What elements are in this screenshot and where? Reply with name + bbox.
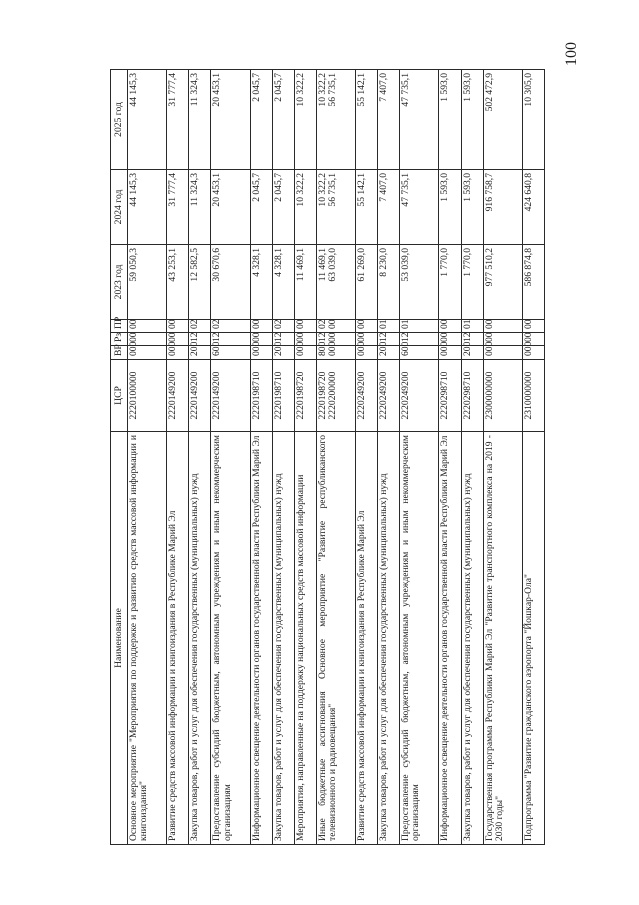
cell-2023: 1 770,0 (461, 245, 483, 320)
table-row (439, 70, 461, 845)
cell-2024: 55 142,1 (356, 170, 378, 245)
cell-rz: 00 (356, 333, 378, 346)
cell-2024: 2 045,7 (272, 170, 294, 245)
cell-2024: 10 322,2 56 735,1 (316, 170, 355, 245)
cell-2023: 8 230,0 (378, 245, 400, 320)
cell-vr: 600 (400, 346, 439, 360)
cell-pr: 00 (250, 320, 272, 333)
cell-rz: 00 (522, 333, 544, 346)
table-row (483, 70, 522, 845)
cell-pr: 00 (128, 320, 167, 333)
cell-2024: 424 640,8 (522, 170, 544, 245)
cell-name: Закупка товаров, работ и услуг для обеспечения государственных (муниципальных) нужд (378, 432, 400, 845)
cell-pr: 01 (461, 320, 483, 333)
header-2025: 2025 год (111, 70, 128, 170)
cell-pr: 00 (522, 320, 544, 333)
cell-vr: 000 (483, 346, 522, 360)
table-header-row (111, 70, 128, 845)
cell-2025: 55 142,1 (356, 70, 378, 170)
cell-2023: 12 582,5 (189, 245, 211, 320)
cell-2024: 1 593,0 (439, 170, 461, 245)
cell-rz: 12 (378, 333, 400, 346)
cell-csr: 2220298710 (461, 360, 483, 432)
cell-2024: 916 758,7 (483, 170, 522, 245)
table-body (128, 70, 545, 845)
cell-2024: 44 145,3 (128, 170, 167, 245)
cell-vr: 000 (167, 346, 189, 360)
table-row (128, 70, 167, 845)
cell-rz: 00 (250, 333, 272, 346)
cell-2025: 47 735,1 (400, 70, 439, 170)
cell-name: Закупка товаров, работ и услуг для обеспечения государственных (муниципальных) нужд (189, 432, 211, 845)
cell-name: Развитие средств массовой информации и книгоиздания в Республике Марий Эл (356, 432, 378, 845)
cell-name: Развитие средств массовой информации и книгоиздания в Республике Марий Эл (167, 432, 189, 845)
cell-csr: 2220100000 (128, 360, 167, 432)
cell-csr: 2220149200 (211, 360, 250, 432)
cell-name: Подпрограмма "Развитие гражданского аэропорта "Йошкар-Ола" (522, 432, 544, 845)
cell-rz: 12 (189, 333, 211, 346)
cell-2025: 2 045,7 (272, 70, 294, 170)
cell-rz: 12 (400, 333, 439, 346)
table-row (522, 70, 544, 845)
header-pr: ПР (111, 320, 128, 333)
cell-pr: 02 (189, 320, 211, 333)
cell-name: Мероприятия, направленные на поддержку национальных средств массовой информации (294, 432, 316, 845)
cell-2025: 44 145,3 (128, 70, 167, 170)
table-row (189, 70, 211, 845)
cell-vr: 600 (211, 346, 250, 360)
table-row (272, 70, 294, 845)
budget-table-rotated (110, 70, 545, 845)
cell-2023: 11 469,1 (294, 245, 316, 320)
cell-2024: 10 322,2 (294, 170, 316, 245)
cell-2025: 502 472,9 (483, 70, 522, 170)
cell-rz: 12 (211, 333, 250, 346)
cell-csr: 2220198720 2220200000 (316, 360, 355, 432)
cell-vr: 200 (378, 346, 400, 360)
cell-rz: 00 (439, 333, 461, 346)
header-name: Наименование (111, 432, 128, 845)
cell-2025: 1 593,0 (439, 70, 461, 170)
table-row (461, 70, 483, 845)
cell-csr: 2300000000 (483, 360, 522, 432)
cell-pr: 02 (272, 320, 294, 333)
cell-2025: 10 322,2 56 735,1 (316, 70, 355, 170)
cell-rz: 00 (167, 333, 189, 346)
table-row (316, 70, 355, 845)
cell-vr: 000 (128, 346, 167, 360)
cell-name: Информационное освещение деятельности органов государственной власти Республики Марий Эл (439, 432, 461, 845)
cell-2023: 53 039,0 (400, 245, 439, 320)
cell-pr: 00 (167, 320, 189, 333)
cell-rz: 12 (272, 333, 294, 346)
cell-csr: 2220249200 (378, 360, 400, 432)
header-2023: 2023 год (111, 245, 128, 320)
cell-2024: 11 324,3 (189, 170, 211, 245)
cell-pr: 00 (439, 320, 461, 333)
cell-vr: 000 (439, 346, 461, 360)
cell-2023: 61 269,0 (356, 245, 378, 320)
cell-pr: 00 (356, 320, 378, 333)
cell-2025: 10 322,2 (294, 70, 316, 170)
cell-2023: 586 874,8 (522, 245, 544, 320)
cell-vr: 800 000 (316, 346, 355, 360)
header-rz: Рз (111, 333, 128, 346)
cell-rz: 12 00 (316, 333, 355, 346)
table-row (250, 70, 272, 845)
cell-pr: 01 (400, 320, 439, 333)
cell-2023: 4 328,1 (250, 245, 272, 320)
cell-name: Информационное освещение деятельности органов государственной власти Республики Марий Эл (250, 432, 272, 845)
cell-name: Основное мероприятие "Мероприятия по поддержке и развитию средств массовой информации и книгоиздания" (128, 432, 167, 845)
cell-2023: 977 510,2 (483, 245, 522, 320)
cell-name: Предоставление субсидий бюджетным, автономным учреждениям и иным некоммерческим организациям (400, 432, 439, 845)
cell-vr: 000 (522, 346, 544, 360)
cell-name: Иные бюджетные ассигнования Основное мероприятие "Развитие республиканского телевизионного и радиовещания" (316, 432, 355, 845)
cell-2024: 1 593,0 (461, 170, 483, 245)
header-vr: ВР (111, 346, 128, 360)
cell-csr: 2220249200 (400, 360, 439, 432)
cell-csr: 2220298710 (439, 360, 461, 432)
cell-2023: 11 469,1 63 039,0 (316, 245, 355, 320)
cell-2023: 4 328,1 (272, 245, 294, 320)
cell-csr: 2220198710 (272, 360, 294, 432)
cell-pr: 01 (378, 320, 400, 333)
cell-2025: 11 324,3 (189, 70, 211, 170)
cell-pr: 00 (294, 320, 316, 333)
cell-2025: 1 593,0 (461, 70, 483, 170)
cell-name: Закупка товаров, работ и услуг для обеспечения государственных (муниципальных) нужд (461, 432, 483, 845)
header-csr: ЦСР (111, 360, 128, 432)
cell-name: Государственная программа Республики Марий Эл "Развитие транспортного комплекса на 2019 - 2030 годы" (483, 432, 522, 845)
cell-rz: 12 (461, 333, 483, 346)
cell-name: Закупка товаров, работ и услуг для обеспечения государственных (муниципальных) нужд (272, 432, 294, 845)
cell-2024: 2 045,7 (250, 170, 272, 245)
header-2024: 2024 год (111, 170, 128, 245)
cell-2023: 30 670,6 (211, 245, 250, 320)
cell-vr: 200 (272, 346, 294, 360)
page-number: 100 (563, 42, 580, 66)
cell-pr: 00 (483, 320, 522, 333)
cell-vr: 000 (356, 346, 378, 360)
cell-vr: 000 (250, 346, 272, 360)
cell-2025: 2 045,7 (250, 70, 272, 170)
cell-2024: 20 453,1 (211, 170, 250, 245)
cell-csr: 2220149200 (167, 360, 189, 432)
cell-vr: 000 (294, 346, 316, 360)
cell-rz: 00 (483, 333, 522, 346)
cell-pr: 02 (211, 320, 250, 333)
cell-2025: 20 453,1 (211, 70, 250, 170)
cell-csr: 2310000000 (522, 360, 544, 432)
cell-csr: 2220149200 (189, 360, 211, 432)
cell-2025: 7 407,0 (378, 70, 400, 170)
cell-csr: 2220249200 (356, 360, 378, 432)
table-row (378, 70, 400, 845)
cell-2025: 31 777,4 (167, 70, 189, 170)
cell-vr: 200 (189, 346, 211, 360)
table-row (400, 70, 439, 845)
cell-2024: 47 735,1 (400, 170, 439, 245)
cell-name: Предоставление субсидий бюджетным, автономным учреждениям и иным некоммерческим организациям (211, 432, 250, 845)
cell-2023: 59 050,3 (128, 245, 167, 320)
cell-csr: 2220198720 (294, 360, 316, 432)
cell-rz: 00 (294, 333, 316, 346)
table-row (211, 70, 250, 845)
cell-pr: 02 00 (316, 320, 355, 333)
budget-table (110, 69, 545, 845)
table-row (294, 70, 316, 845)
cell-2023: 1 770,0 (439, 245, 461, 320)
cell-2025: 10 305,0 (522, 70, 544, 170)
cell-2024: 31 777,4 (167, 170, 189, 245)
cell-csr: 2220198710 (250, 360, 272, 432)
cell-rz: 00 (128, 333, 167, 346)
table-row (167, 70, 189, 845)
cell-2023: 43 253,1 (167, 245, 189, 320)
cell-vr: 200 (461, 346, 483, 360)
cell-2024: 7 407,0 (378, 170, 400, 245)
table-row (356, 70, 378, 845)
